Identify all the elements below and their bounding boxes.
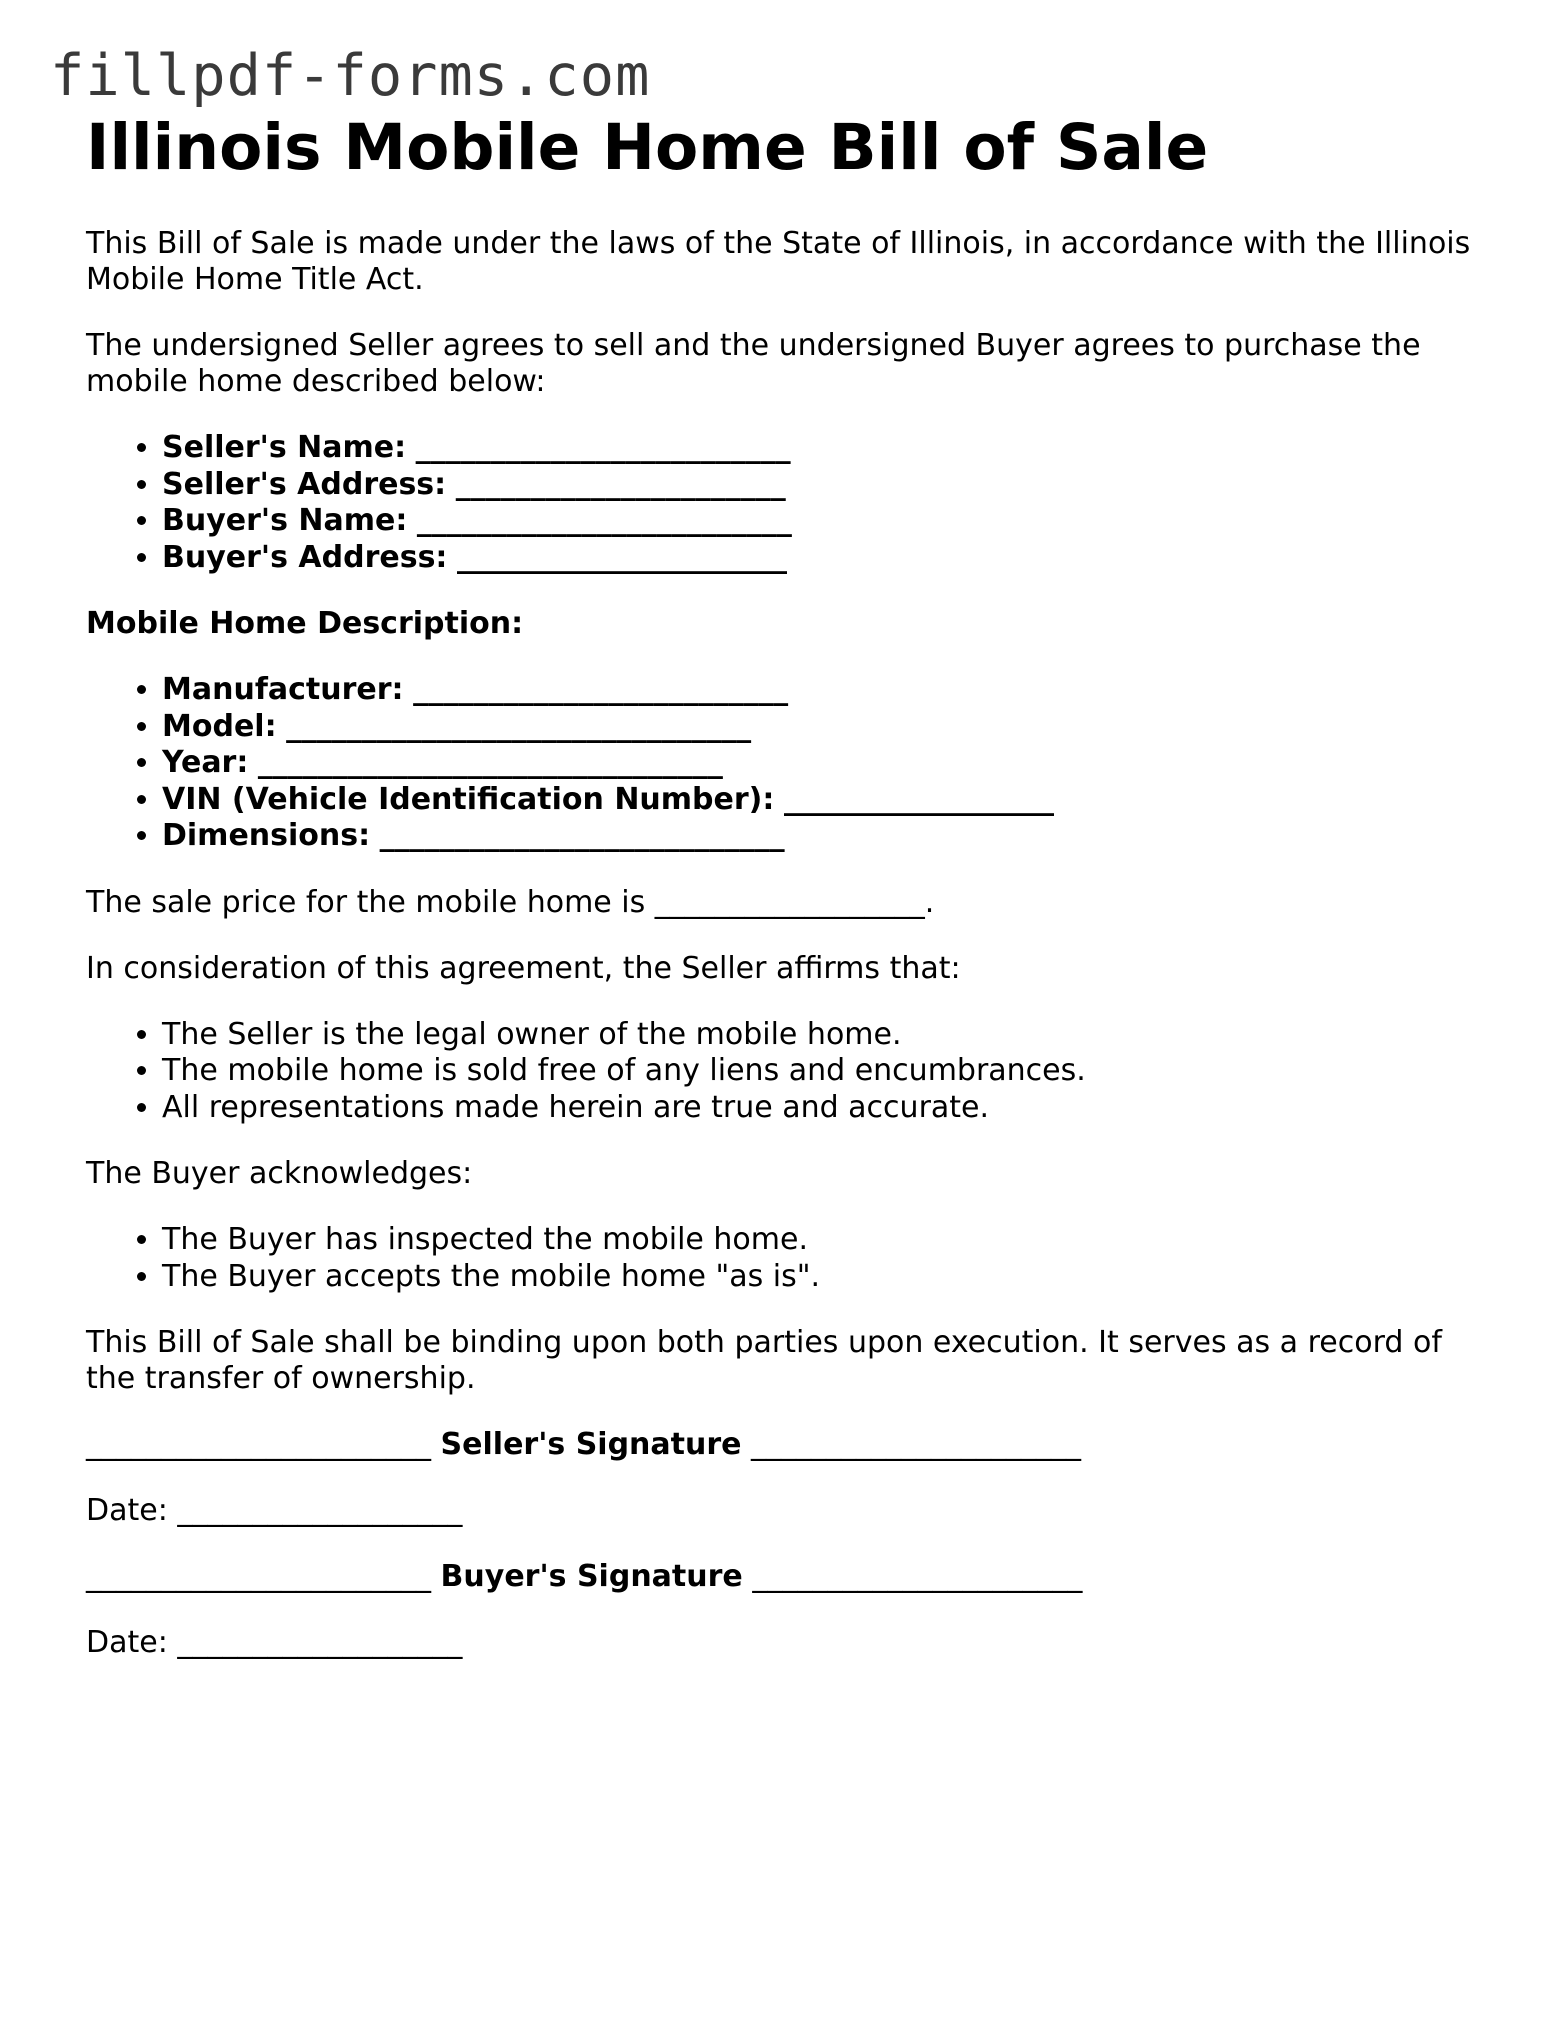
list-item: • The Seller is the legal owner of the mobile home. xyxy=(162,1017,1486,1054)
list-item xyxy=(162,503,1486,540)
field-label-buyer-address: Buyer's Address: xyxy=(162,539,448,575)
blank-buyer-date[interactable]: ___________________ xyxy=(177,1625,463,1661)
blank-seller-signature-left[interactable]: _______________________ xyxy=(86,1427,431,1463)
sale-price-paragraph: The sale price for the mobile home is __________________. xyxy=(86,884,935,920)
list-item xyxy=(162,782,1486,819)
field-label-seller-address: Seller's Address: xyxy=(162,466,447,502)
field-label-buyer-name: Buyer's Name: xyxy=(162,503,408,539)
blank-dimensions[interactable]: ___________________________ xyxy=(379,818,785,854)
blank-seller-date[interactable]: ___________________ xyxy=(177,1493,463,1529)
document-page xyxy=(86,112,1486,1661)
blank-seller-name[interactable]: _________________________ xyxy=(415,430,791,466)
blank-seller-signature-right[interactable]: ______________________ xyxy=(751,1427,1082,1463)
list-item xyxy=(162,467,1486,504)
field-label-model: Model: xyxy=(162,708,277,744)
list-item xyxy=(162,540,1486,577)
description-heading: Mobile Home Description: xyxy=(86,606,524,642)
seller-date-line xyxy=(86,1493,1486,1529)
seller-affirms-intro: In consideration of this agreement, the Seller affirms that: xyxy=(86,950,961,986)
field-label-manufacturer: Manufacturer: xyxy=(162,672,404,708)
blank-manufacturer[interactable]: _________________________ xyxy=(413,672,789,708)
agreement-paragraph: The undersigned Seller agrees to sell and the undersigned Buyer agrees to purchase the mobile home described below: xyxy=(86,328,1421,400)
binding-paragraph: This Bill of Sale shall be binding upon both parties upon execution. It serves as a record of the transfer of ownership. xyxy=(86,1325,1442,1397)
blank-buyer-address[interactable]: ______________________ xyxy=(456,539,787,575)
buyer-signature-line xyxy=(86,1559,1486,1595)
blank-model[interactable]: _______________________________ xyxy=(286,708,752,744)
buyer-date-label: Date: xyxy=(86,1625,168,1661)
list-item: • The mobile home is sold free of any liens and encumbrances. xyxy=(162,1053,1486,1090)
list-item xyxy=(162,672,1486,709)
buyer-signature-label: Buyer's Signature xyxy=(440,1559,743,1595)
buyer-date-line xyxy=(86,1625,1486,1661)
seller-affirmations-list xyxy=(86,1017,1486,1127)
blank-buyer-name[interactable]: _________________________ xyxy=(416,503,792,539)
blank-buyer-signature-right[interactable]: ______________________ xyxy=(752,1559,1083,1595)
intro-paragraph: This Bill of Sale is made under the laws of the State of Illinois, in accordance with the Illinois Mobile Home Title Act. xyxy=(86,226,1471,298)
seller-signature-label: Seller's Signature xyxy=(440,1427,742,1463)
blank-seller-address[interactable]: ______________________ xyxy=(455,466,786,502)
buyer-ack-intro: The Buyer acknowledges: xyxy=(86,1156,473,1192)
parties-list xyxy=(86,430,1486,576)
buyer-acknowledgments-list xyxy=(86,1222,1486,1295)
list-item xyxy=(162,430,1486,467)
list-item: • The Buyer accepts the mobile home "as is". xyxy=(162,1259,1486,1296)
field-label-vin: VIN (Vehicle Identification Number): xyxy=(162,781,775,817)
seller-signature-line xyxy=(86,1427,1486,1463)
watermark: fillpdf-forms.com xyxy=(50,43,651,109)
description-list xyxy=(86,672,1486,855)
document-title: Illinois Mobile Home Bill of Sale xyxy=(86,111,1209,184)
list-item xyxy=(162,709,1486,746)
blank-vin[interactable]: __________________ xyxy=(783,781,1054,817)
seller-date-label: Date: xyxy=(86,1493,168,1529)
list-item xyxy=(162,818,1486,855)
blank-year[interactable]: _______________________________ xyxy=(257,745,723,781)
field-label-dimensions: Dimensions: xyxy=(162,818,371,854)
field-label-seller-name: Seller's Name: xyxy=(162,430,407,466)
blank-buyer-signature-left[interactable]: _______________________ xyxy=(86,1559,431,1595)
list-item: • The Buyer has inspected the mobile home. xyxy=(162,1222,1486,1259)
list-item: • All representations made herein are true and accurate. xyxy=(162,1090,1486,1127)
field-label-year: Year: xyxy=(162,745,249,781)
list-item xyxy=(162,745,1486,782)
